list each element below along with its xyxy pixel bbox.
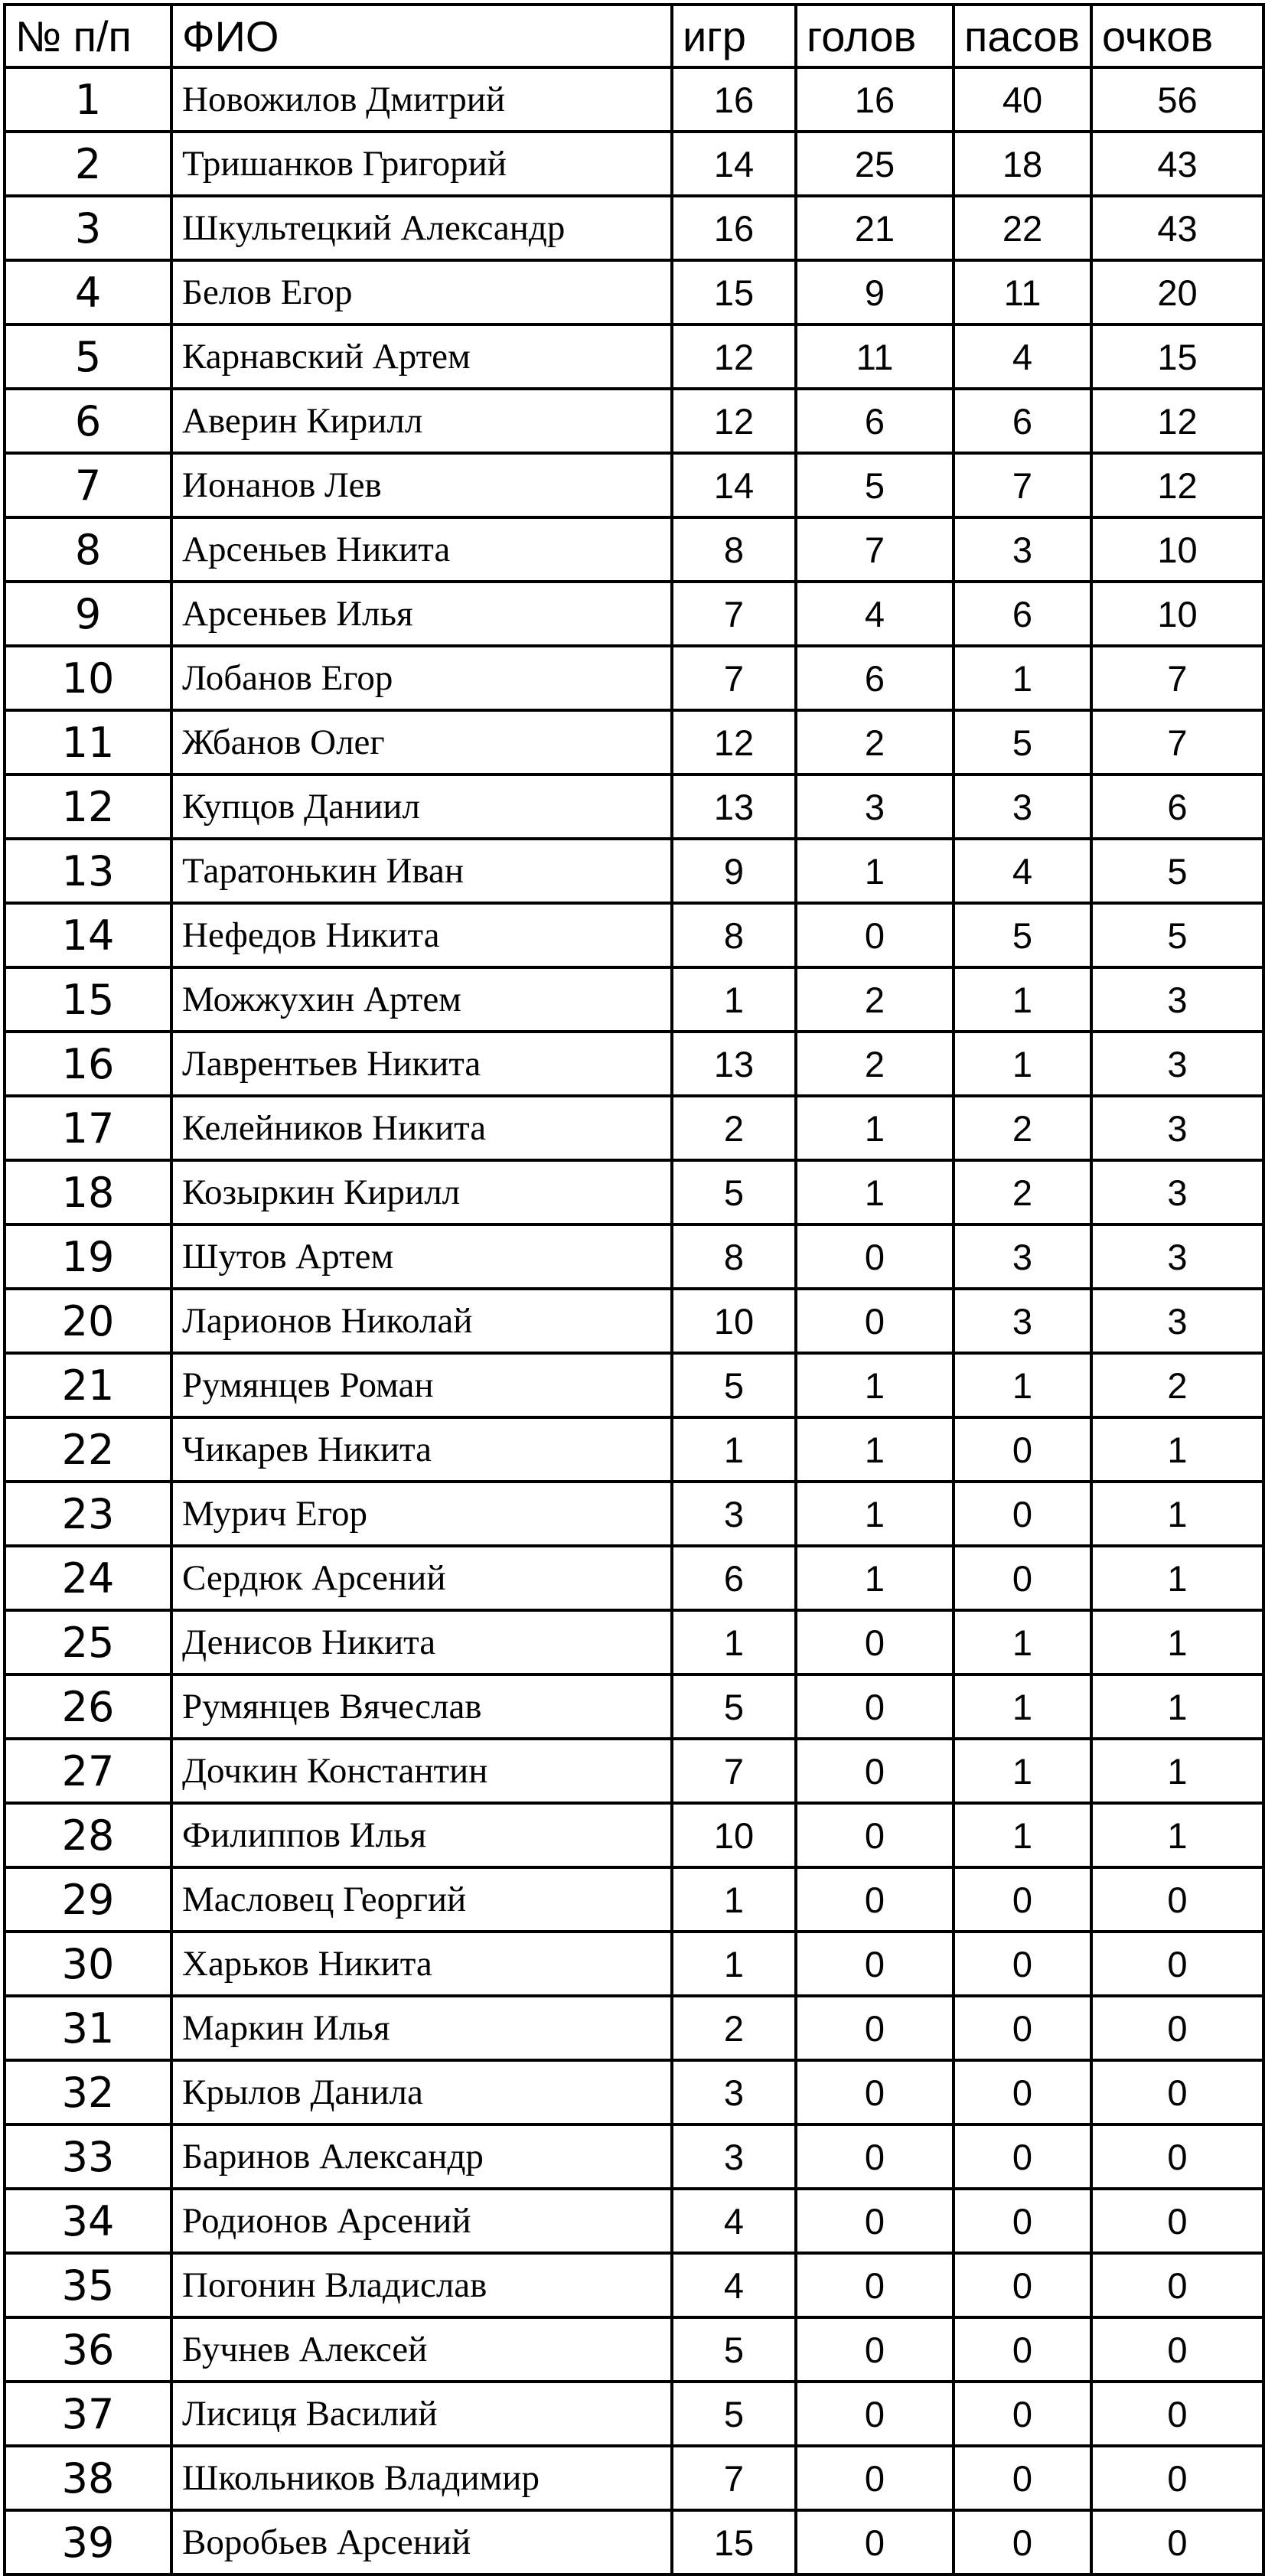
cell-name: Келейников Никита (171, 1096, 672, 1160)
cell-num: 17 (5, 1096, 171, 1160)
cell-num: 30 (5, 1932, 171, 1996)
cell-assists: 1 (954, 1032, 1091, 1096)
table-row (5, 1353, 1263, 1417)
cell-goals: 3 (796, 774, 954, 839)
cell-games: 8 (672, 517, 796, 582)
cell-name: Денисов Никита (171, 1610, 672, 1674)
table-row (5, 1224, 1263, 1289)
cell-games: 5 (672, 2382, 796, 2446)
cell-name: Мурич Егор (171, 1482, 672, 1546)
cell-num: 22 (5, 1417, 171, 1482)
cell-goals: 11 (796, 324, 954, 389)
table-row (5, 1932, 1263, 1996)
cell-games: 4 (672, 2189, 796, 2253)
cell-games: 7 (672, 646, 796, 710)
cell-name: Жбанов Олег (171, 710, 672, 774)
cell-goals: 1 (796, 1546, 954, 1610)
cell-num: 19 (5, 1224, 171, 1289)
cell-name: Крылов Данила (171, 2060, 672, 2124)
cell-games: 7 (672, 2446, 796, 2510)
cell-name: Шкультецкий Александр (171, 196, 672, 260)
cell-assists: 18 (954, 132, 1091, 196)
cell-assists: 0 (954, 1417, 1091, 1482)
cell-points: 12 (1091, 389, 1263, 453)
cell-assists: 0 (954, 1546, 1091, 1610)
cell-points: 20 (1091, 260, 1263, 324)
cell-assists: 0 (954, 2317, 1091, 2382)
cell-games: 3 (672, 2060, 796, 2124)
table-row (5, 1739, 1263, 1803)
cell-name: Школьников Владимир (171, 2446, 672, 2510)
table-row (5, 1417, 1263, 1482)
cell-name: Ионанов Лев (171, 453, 672, 517)
cell-games: 14 (672, 453, 796, 517)
cell-games: 1 (672, 1610, 796, 1674)
table-row (5, 2253, 1263, 2317)
cell-assists: 2 (954, 1160, 1091, 1224)
cell-points: 1 (1091, 1803, 1263, 1867)
cell-name: Шутов Артем (171, 1224, 672, 1289)
cell-num: 29 (5, 1867, 171, 1932)
cell-goals: 16 (796, 67, 954, 132)
cell-points: 0 (1091, 1932, 1263, 1996)
cell-games: 1 (672, 1867, 796, 1932)
cell-points: 6 (1091, 774, 1263, 839)
cell-points: 0 (1091, 1867, 1263, 1932)
cell-goals: 5 (796, 453, 954, 517)
cell-goals: 1 (796, 1482, 954, 1546)
cell-assists: 2 (954, 1096, 1091, 1160)
cell-name: Румянцев Вячеслав (171, 1674, 672, 1739)
table-row (5, 646, 1263, 710)
cell-assists: 3 (954, 517, 1091, 582)
table-row (5, 67, 1263, 132)
cell-assists: 3 (954, 774, 1091, 839)
cell-games: 1 (672, 1417, 796, 1482)
player-stats-table (3, 3, 1265, 2576)
cell-goals: 1 (796, 1160, 954, 1224)
cell-points: 0 (1091, 2060, 1263, 2124)
cell-num: 24 (5, 1546, 171, 1610)
cell-assists: 1 (954, 1739, 1091, 1803)
header-points: очков (1091, 5, 1263, 67)
table-row (5, 710, 1263, 774)
cell-assists: 22 (954, 196, 1091, 260)
cell-games: 15 (672, 2510, 796, 2574)
cell-points: 3 (1091, 1096, 1263, 1160)
cell-assists: 0 (954, 2189, 1091, 2253)
cell-name: Лаврентьев Никита (171, 1032, 672, 1096)
cell-points: 0 (1091, 2446, 1263, 2510)
table-row (5, 1803, 1263, 1867)
cell-points: 1 (1091, 1674, 1263, 1739)
cell-games: 6 (672, 1546, 796, 1610)
cell-points: 3 (1091, 1032, 1263, 1096)
cell-num: 35 (5, 2253, 171, 2317)
cell-num: 6 (5, 389, 171, 453)
cell-assists: 4 (954, 324, 1091, 389)
cell-goals: 0 (796, 2124, 954, 2189)
cell-name: Маркин Илья (171, 1996, 672, 2060)
cell-num: 21 (5, 1353, 171, 1417)
cell-points: 3 (1091, 967, 1263, 1032)
cell-goals: 0 (796, 1739, 954, 1803)
table-row (5, 903, 1263, 967)
cell-goals: 4 (796, 582, 954, 646)
cell-points: 0 (1091, 2189, 1263, 2253)
cell-name: Масловец Георгий (171, 1867, 672, 1932)
cell-assists: 4 (954, 839, 1091, 903)
cell-points: 43 (1091, 196, 1263, 260)
cell-points: 7 (1091, 646, 1263, 710)
table-row (5, 1996, 1263, 2060)
table-row (5, 2510, 1263, 2574)
cell-assists: 1 (954, 646, 1091, 710)
cell-name: Арсеньев Илья (171, 582, 672, 646)
cell-name: Нефедов Никита (171, 903, 672, 967)
table-row (5, 1289, 1263, 1353)
table-row (5, 2189, 1263, 2253)
cell-name: Чикарев Никита (171, 1417, 672, 1482)
cell-goals: 2 (796, 1032, 954, 1096)
table-row (5, 1482, 1263, 1546)
cell-goals: 0 (796, 2317, 954, 2382)
cell-assists: 0 (954, 2382, 1091, 2446)
cell-goals: 1 (796, 1417, 954, 1482)
cell-num: 31 (5, 1996, 171, 2060)
cell-num: 27 (5, 1739, 171, 1803)
table-row (5, 1867, 1263, 1932)
table-row (5, 967, 1263, 1032)
cell-name: Таратонькин Иван (171, 839, 672, 903)
cell-num: 18 (5, 1160, 171, 1224)
cell-points: 0 (1091, 2253, 1263, 2317)
cell-games: 5 (672, 1353, 796, 1417)
table-row (5, 1032, 1263, 1096)
cell-points: 3 (1091, 1160, 1263, 1224)
cell-goals: 9 (796, 260, 954, 324)
cell-assists: 1 (954, 1803, 1091, 1867)
cell-goals: 25 (796, 132, 954, 196)
cell-num: 8 (5, 517, 171, 582)
cell-num: 37 (5, 2382, 171, 2446)
cell-points: 10 (1091, 517, 1263, 582)
cell-goals: 0 (796, 903, 954, 967)
cell-games: 16 (672, 196, 796, 260)
cell-num: 23 (5, 1482, 171, 1546)
cell-games: 12 (672, 389, 796, 453)
cell-points: 12 (1091, 453, 1263, 517)
cell-points: 3 (1091, 1224, 1263, 1289)
table-row (5, 1610, 1263, 1674)
cell-games: 2 (672, 1096, 796, 1160)
table-row (5, 2317, 1263, 2382)
cell-points: 43 (1091, 132, 1263, 196)
cell-points: 1 (1091, 1482, 1263, 1546)
cell-goals: 1 (796, 1096, 954, 1160)
cell-name: Баринов Александр (171, 2124, 672, 2189)
cell-num: 20 (5, 1289, 171, 1353)
cell-num: 11 (5, 710, 171, 774)
table-header-row (5, 5, 1263, 67)
cell-name: Лисиця Василий (171, 2382, 672, 2446)
cell-name: Можжухин Артем (171, 967, 672, 1032)
header-name: ФИО (171, 5, 672, 67)
cell-goals: 1 (796, 1353, 954, 1417)
cell-assists: 6 (954, 389, 1091, 453)
table-row (5, 324, 1263, 389)
table-row (5, 132, 1263, 196)
cell-name: Козыркин Кирилл (171, 1160, 672, 1224)
cell-num: 12 (5, 774, 171, 839)
cell-games: 15 (672, 260, 796, 324)
cell-name: Румянцев Роман (171, 1353, 672, 1417)
cell-games: 1 (672, 967, 796, 1032)
cell-num: 38 (5, 2446, 171, 2510)
cell-points: 0 (1091, 2124, 1263, 2189)
cell-points: 15 (1091, 324, 1263, 389)
cell-name: Родионов Арсений (171, 2189, 672, 2253)
cell-goals: 7 (796, 517, 954, 582)
cell-points: 1 (1091, 1417, 1263, 1482)
cell-points: 3 (1091, 1289, 1263, 1353)
table-row (5, 1674, 1263, 1739)
cell-num: 36 (5, 2317, 171, 2382)
cell-goals: 6 (796, 389, 954, 453)
cell-goals: 1 (796, 839, 954, 903)
cell-goals: 21 (796, 196, 954, 260)
cell-name: Дочкин Константин (171, 1739, 672, 1803)
cell-num: 28 (5, 1803, 171, 1867)
cell-num: 32 (5, 2060, 171, 2124)
cell-num: 16 (5, 1032, 171, 1096)
cell-games: 10 (672, 1289, 796, 1353)
cell-assists: 1 (954, 1610, 1091, 1674)
cell-games: 5 (672, 1160, 796, 1224)
cell-points: 5 (1091, 903, 1263, 967)
cell-num: 9 (5, 582, 171, 646)
cell-points: 0 (1091, 2382, 1263, 2446)
cell-games: 3 (672, 2124, 796, 2189)
table-row (5, 1546, 1263, 1610)
cell-goals: 0 (796, 1867, 954, 1932)
cell-name: Погонин Владислав (171, 2253, 672, 2317)
cell-name: Сердюк Арсений (171, 1546, 672, 1610)
table-row (5, 1096, 1263, 1160)
cell-assists: 0 (954, 2510, 1091, 2574)
cell-points: 1 (1091, 1546, 1263, 1610)
cell-assists: 7 (954, 453, 1091, 517)
cell-assists: 1 (954, 967, 1091, 1032)
cell-assists: 0 (954, 2060, 1091, 2124)
cell-assists: 1 (954, 1353, 1091, 1417)
cell-goals: 0 (796, 1932, 954, 1996)
cell-games: 3 (672, 1482, 796, 1546)
cell-points: 0 (1091, 1996, 1263, 2060)
cell-goals: 6 (796, 646, 954, 710)
cell-games: 5 (672, 1674, 796, 1739)
cell-points: 5 (1091, 839, 1263, 903)
table-row (5, 2382, 1263, 2446)
table-row (5, 260, 1263, 324)
cell-assists: 0 (954, 1996, 1091, 2060)
cell-games: 8 (672, 1224, 796, 1289)
cell-goals: 0 (796, 2189, 954, 2253)
cell-num: 7 (5, 453, 171, 517)
cell-assists: 1 (954, 1674, 1091, 1739)
cell-num: 10 (5, 646, 171, 710)
cell-num: 26 (5, 1674, 171, 1739)
cell-games: 8 (672, 903, 796, 967)
cell-games: 13 (672, 774, 796, 839)
cell-goals: 0 (796, 1803, 954, 1867)
header-assists: пасов (954, 5, 1091, 67)
cell-assists: 5 (954, 903, 1091, 967)
cell-name: Филиппов Илья (171, 1803, 672, 1867)
cell-games: 1 (672, 1932, 796, 1996)
cell-name: Тришанков Григорий (171, 132, 672, 196)
cell-assists: 0 (954, 1932, 1091, 1996)
table-row (5, 517, 1263, 582)
cell-goals: 0 (796, 2382, 954, 2446)
cell-assists: 0 (954, 1482, 1091, 1546)
cell-num: 4 (5, 260, 171, 324)
cell-assists: 3 (954, 1289, 1091, 1353)
cell-assists: 0 (954, 1867, 1091, 1932)
cell-goals: 0 (796, 2253, 954, 2317)
cell-points: 56 (1091, 67, 1263, 132)
cell-games: 12 (672, 324, 796, 389)
cell-num: 1 (5, 67, 171, 132)
cell-games: 13 (672, 1032, 796, 1096)
table-row (5, 2124, 1263, 2189)
cell-games: 4 (672, 2253, 796, 2317)
cell-points: 2 (1091, 1353, 1263, 1417)
cell-points: 1 (1091, 1739, 1263, 1803)
cell-games: 2 (672, 1996, 796, 2060)
cell-name: Аверин Кирилл (171, 389, 672, 453)
cell-name: Купцов Даниил (171, 774, 672, 839)
cell-goals: 0 (796, 1674, 954, 1739)
cell-games: 14 (672, 132, 796, 196)
cell-goals: 0 (796, 1996, 954, 2060)
cell-num: 25 (5, 1610, 171, 1674)
cell-num: 39 (5, 2510, 171, 2574)
cell-assists: 0 (954, 2253, 1091, 2317)
table-row (5, 389, 1263, 453)
cell-assists: 40 (954, 67, 1091, 132)
cell-name: Арсеньев Никита (171, 517, 672, 582)
cell-num: 2 (5, 132, 171, 196)
cell-name: Карнавский Артем (171, 324, 672, 389)
cell-goals: 0 (796, 2060, 954, 2124)
cell-games: 5 (672, 2317, 796, 2382)
cell-num: 3 (5, 196, 171, 260)
table-row (5, 453, 1263, 517)
cell-goals: 0 (796, 2446, 954, 2510)
cell-points: 0 (1091, 2510, 1263, 2574)
cell-assists: 6 (954, 582, 1091, 646)
cell-num: 5 (5, 324, 171, 389)
header-num: № п/п (5, 5, 171, 67)
cell-assists: 11 (954, 260, 1091, 324)
cell-name: Бучнев Алексей (171, 2317, 672, 2382)
cell-goals: 0 (796, 1289, 954, 1353)
cell-games: 7 (672, 582, 796, 646)
cell-points: 1 (1091, 1610, 1263, 1674)
table-row (5, 774, 1263, 839)
cell-name: Ларионов Николай (171, 1289, 672, 1353)
cell-name: Новожилов Дмитрий (171, 67, 672, 132)
cell-points: 0 (1091, 2317, 1263, 2382)
table-body (5, 67, 1263, 2574)
cell-points: 10 (1091, 582, 1263, 646)
cell-name: Харьков Никита (171, 1932, 672, 1996)
table-row (5, 2446, 1263, 2510)
cell-num: 13 (5, 839, 171, 903)
table-row (5, 1160, 1263, 1224)
cell-assists: 0 (954, 2124, 1091, 2189)
cell-goals: 0 (796, 2510, 954, 2574)
cell-points: 7 (1091, 710, 1263, 774)
table-row (5, 582, 1263, 646)
cell-goals: 0 (796, 1224, 954, 1289)
cell-num: 15 (5, 967, 171, 1032)
header-games: игр (672, 5, 796, 67)
cell-games: 9 (672, 839, 796, 903)
cell-name: Белов Егор (171, 260, 672, 324)
cell-goals: 0 (796, 1610, 954, 1674)
header-goals: голов (796, 5, 954, 67)
table-row (5, 2060, 1263, 2124)
cell-games: 12 (672, 710, 796, 774)
cell-assists: 0 (954, 2446, 1091, 2510)
cell-name: Воробьев Арсений (171, 2510, 672, 2574)
cell-assists: 3 (954, 1224, 1091, 1289)
cell-assists: 5 (954, 710, 1091, 774)
cell-games: 16 (672, 67, 796, 132)
cell-goals: 2 (796, 710, 954, 774)
table-row (5, 839, 1263, 903)
cell-games: 10 (672, 1803, 796, 1867)
cell-games: 7 (672, 1739, 796, 1803)
cell-name: Лобанов Егор (171, 646, 672, 710)
table-row (5, 196, 1263, 260)
cell-num: 34 (5, 2189, 171, 2253)
cell-num: 14 (5, 903, 171, 967)
cell-goals: 2 (796, 967, 954, 1032)
cell-num: 33 (5, 2124, 171, 2189)
